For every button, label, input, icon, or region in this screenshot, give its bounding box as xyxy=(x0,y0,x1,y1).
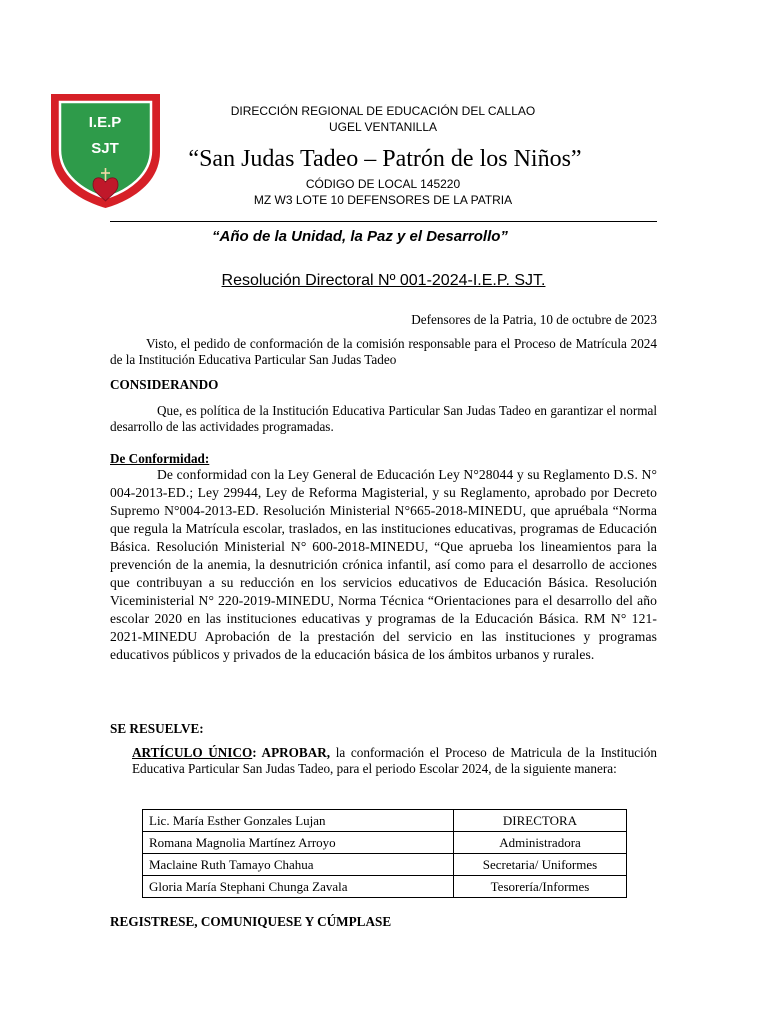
articulo-paragraph xyxy=(132,745,657,777)
logo-text: I.E.P SJT xyxy=(88,114,122,157)
conformidad-paragraph: De conformidad con la Ley General de Educación Ley N°28044 y su Reglamento D.S. N° 004-2013-ED.; Ley 29944, Ley de Reforma Magisterial, y su Reglamento, aprobado por Decreto Supremo N°004-2013-ED. Resolución Ministerial N°665-2018-MINEDU, que apruébala “Norma que regula la Matrícula escolar, traslados, en las instituciones educativas, programas de Educación Básica. Resolución Ministerial N° 600-2018-MINEDU, “Que aprueba los lineamientos para la prevención de la anemia, la desnutrición crónica infantil, así como para el desarrollo de acciones que contribuyan a su reducción en los servicios educativos de Educación Básica. Resolución Viceministerial N° 220-2019-MINEDU, Norma Técnica “Orientaciones para el desarrollo del año escolar 2020 en las instituciones educativas y programas de la Educación Básica. RM N° 121-2021-MINEDU Aprobación de la prestación del servicio en las instituciones y programas educativos públicos y privados de la educación básica de los ámbitos urbanos y rurales. xyxy=(110,467,657,662)
table-row xyxy=(143,854,627,876)
school-name: “San Judas Tadeo – Patrón de los Niños” xyxy=(188,146,582,172)
resolution-title xyxy=(110,271,657,291)
table-row xyxy=(143,810,627,832)
considerando-paragraph: Que, es política de la Institución Educativa Particular San Judas Tadeo en garantizar el normal desarrollo de las actividades programadas. xyxy=(110,403,657,434)
member-role: Tesorería/Informes xyxy=(454,876,627,898)
place-date: Defensores de la Patria, 10 de octubre de 2023 xyxy=(411,312,657,327)
member-role: Administradora xyxy=(454,832,627,854)
table-row xyxy=(143,876,627,898)
member-role: DIRECTORA xyxy=(454,810,627,832)
header-line-2: UGEL VENTANILLA xyxy=(328,120,438,134)
closing-statement: REGISTRESE, COMUNIQUESE Y CÚMPLASE xyxy=(110,914,392,929)
considerando-heading: CONSIDERANDO xyxy=(110,377,219,392)
table-row xyxy=(143,832,627,854)
header-divider xyxy=(110,221,657,222)
articulo-text: la conformación el Proceso de Matricula de la Institución Educativa Particular San Judas Tadeo, para el periodo Escolar 2024, de la siguiente manera: xyxy=(132,745,657,776)
resolution-title-text: Resolución Directoral Nº 001-2024-I.E.P. SJT. xyxy=(221,272,546,289)
articulo-separator: : xyxy=(252,745,262,760)
staff-table xyxy=(142,809,627,898)
member-name: Gloria María Stephani Chunga Zavala xyxy=(143,876,454,898)
header-line-3: CÓDIGO DE LOCAL 145220 xyxy=(305,177,461,191)
aprobar-label: APROBAR, xyxy=(261,745,331,760)
member-name: Romana Magnolia Martínez Arroyo xyxy=(143,832,454,854)
articulo-label: ARTÍCULO ÚNICO xyxy=(132,745,253,760)
member-name: Lic. María Esther Gonzales Lujan xyxy=(143,810,454,832)
header-line-1: DIRECCIÓN REGIONAL DE EDUCACIÓN DEL CALLAO xyxy=(230,104,536,118)
conformidad-heading xyxy=(110,451,410,467)
visto-paragraph: Visto, el pedido de conformación de la comisión responsable para el Proceso de Matrícula 2024 de la Institución Educativa Particular San Judas Tadeo xyxy=(110,336,657,367)
member-name: Maclaine Ruth Tamayo Chahua xyxy=(143,854,454,876)
conformidad-heading-text: De Conformidad: xyxy=(110,451,210,466)
resuelve-heading: SE RESUELVE: xyxy=(110,721,204,736)
member-role: Secretaria/ Uniformes xyxy=(454,854,627,876)
year-motto: “Año de la Unidad, la Paz y el Desarrollo” xyxy=(212,228,508,245)
header-line-4: MZ W3 LOTE 10 DEFENSORES DE LA PATRIA xyxy=(253,193,513,207)
